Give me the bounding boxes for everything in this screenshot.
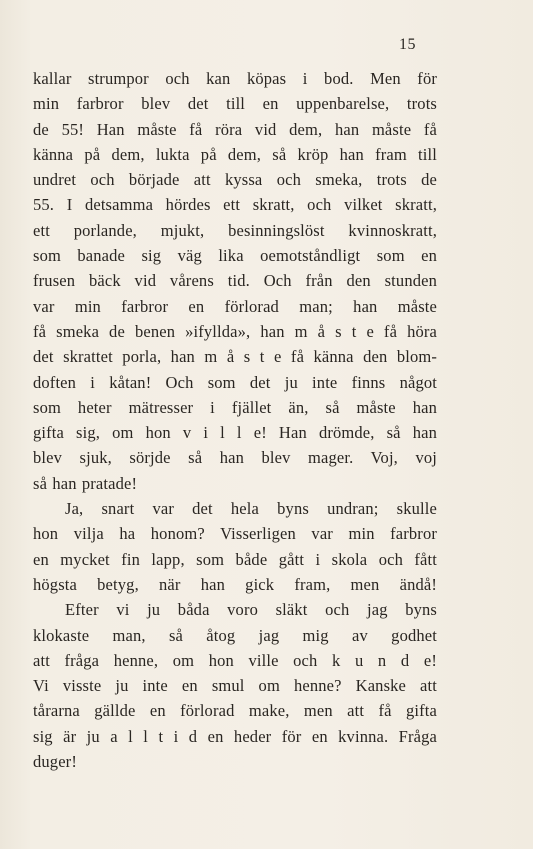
text-line: högsta betyg, när han gick fram, men ändå! — [33, 574, 437, 594]
page-number: 15 — [399, 36, 416, 53]
text-line: det skrattet porla, han m å s t e få känna den blom- — [33, 347, 437, 367]
text-line: så han pratade! — [33, 473, 138, 493]
text-line: Efter vi ju båda voro släkt och jag byns — [65, 600, 437, 620]
text-line: duger! — [33, 752, 77, 772]
text-line: ett porlande, mjukt, besinningslöst kvinnoskratt, — [33, 220, 437, 240]
text-line: gifta sig, om hon v i l l e! Han drömde, så han — [33, 423, 437, 443]
text-line: 55. I detsamma hördes ett skratt, och vilket skratt, — [33, 195, 437, 215]
text-line: undret och började att kyssa och smeka, trots de — [33, 170, 437, 190]
text-line: min farbror blev det till en uppenbarelse, trots — [33, 94, 437, 114]
text-line: som heter mätresser i fjället än, så måste han — [33, 397, 437, 417]
text-line: blev sjuk, sörjde så han blev mager. Voj, voj — [33, 448, 437, 468]
text-line: hon vilja ha honom? Visserligen var min farbror — [33, 524, 437, 544]
text-line: klokaste man, så åtog jag mig av godhet — [33, 625, 437, 645]
text-line: känna på dem, lukta på dem, så kröp han fram till — [33, 144, 437, 164]
text-line: var min farbror en förlorad man; han måste — [33, 296, 437, 316]
text-line: att fråga henne, om hon ville och k u n d e! — [33, 650, 437, 670]
text-line: som banade sig väg lika oemotståndligt som en — [33, 246, 437, 266]
text-line: kallar strumpor och kan köpas i bod. Men för — [33, 69, 437, 88]
text-line: doften i kåtan! Och som det ju inte finns något — [33, 372, 437, 392]
text-line: Vi visste ju inte en smul om henne? Kanske att — [33, 676, 437, 696]
body-text — [33, 66, 437, 774]
text-line: Ja, snart var det hela byns undran; skulle — [65, 499, 437, 519]
text-line: få smeka de benen »ifyllda», han m å s t e få höra — [33, 321, 437, 341]
text-line: sig är ju a l l t i d en heder för en kvinna. Fråga — [33, 726, 437, 746]
text-line: de 55! Han måste få röra vid dem, han måste få — [33, 119, 437, 139]
text-line: frusen bäck vid vårens tid. Och från den stunden — [33, 271, 437, 291]
text-line: en mycket fin lapp, som både gått i skola och fått — [33, 549, 437, 569]
text-line: tårarna gällde en förlorad make, men att få gifta — [33, 701, 437, 721]
